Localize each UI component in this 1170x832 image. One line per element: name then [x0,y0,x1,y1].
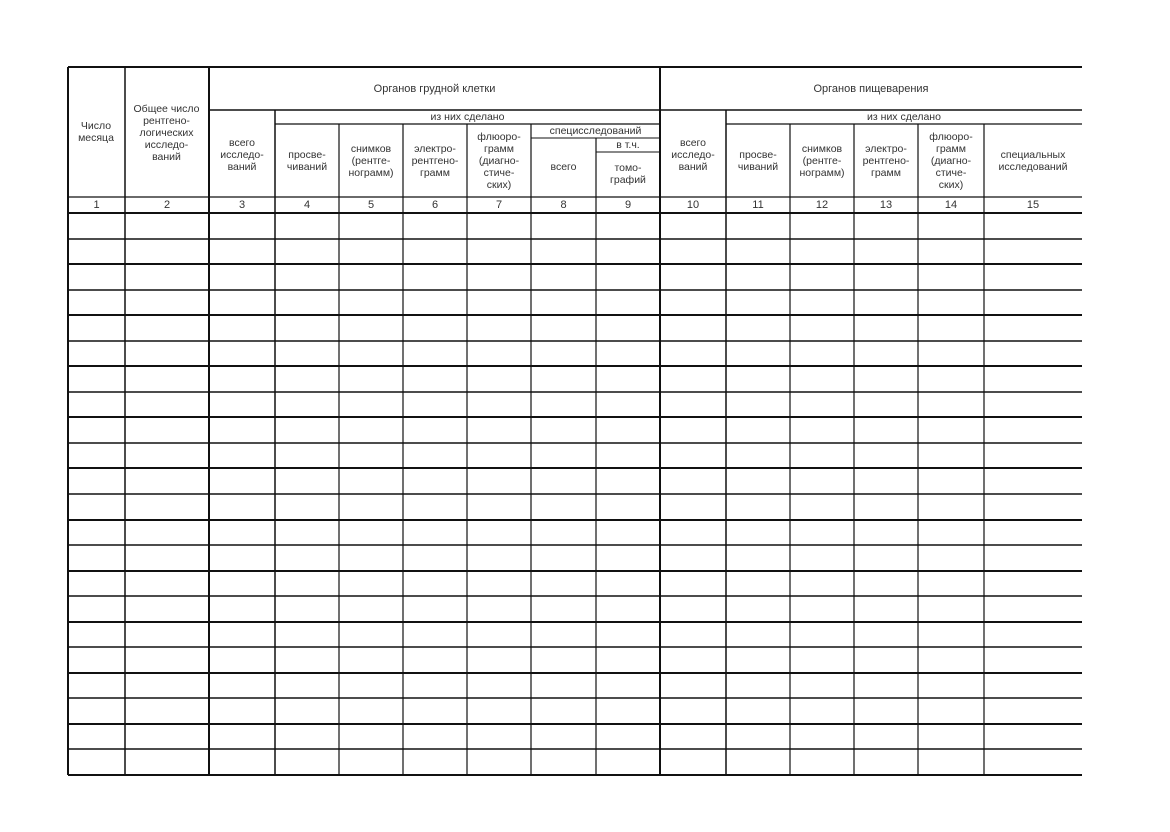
column-number-2: 2 [163,199,171,211]
header-digestive-electroradiographs: электро- рентгено- грамм [862,142,910,179]
header-digestive-fluoroscopy: просве- чиваний [737,148,779,173]
header-digestive-fluorograms: флюоро- грамм (диагно- стиче- ских) [929,130,973,191]
header-chest-fluoroscopy: просве- чиваний [286,148,328,173]
header-chest-electroradiographs: электро- рентгено- грамм [411,142,459,179]
header-day-of-month: Число месяца [78,120,114,144]
header-digestive-special-studies: специальных исследований [998,148,1068,173]
header-chest-organs: Органов грудной клетки [373,82,496,95]
header-chest-radiographs: снимков (рентге- нограмм) [348,142,394,179]
header-chest-special-including: в т.ч. [616,139,640,151]
column-number-5: 5 [367,199,375,211]
column-number-12: 12 [815,199,829,211]
header-digestive-total: всего исследо- ваний [671,137,715,173]
column-number-14: 14 [944,199,958,211]
header-chest-tomograms: томо- графий [610,162,646,186]
header-digestive-of-them-done: из них сделано [867,111,941,123]
header-chest-special-total: всего [550,161,577,173]
column-number-1: 1 [93,199,100,211]
header-chest-of-them-done: из них сделано [430,111,505,123]
header-chest-total: всего исследо- ваний [220,137,264,173]
column-number-6: 6 [431,199,439,211]
column-number-8: 8 [560,199,567,211]
column-number-4: 4 [303,199,311,211]
column-number-13: 13 [879,199,893,211]
header-chest-special-studies: специсследований [549,125,642,137]
header-digestive-organs: Органов пищеварения [813,82,929,95]
header-digestive-radiographs: снимков (рентге- нограмм) [799,142,845,179]
column-number-3: 3 [238,199,246,211]
column-number-11: 11 [752,199,764,211]
column-number-10: 10 [686,199,700,211]
column-number-7: 7 [495,199,503,211]
column-number-9: 9 [624,199,632,211]
column-number-15: 15 [1026,199,1040,211]
header-total-studies: Общее число рентгено- логических исследо- ваний [133,103,200,163]
header-chest-fluorograms: флюоро- грамм (диагно- стиче- ских) [477,130,521,191]
